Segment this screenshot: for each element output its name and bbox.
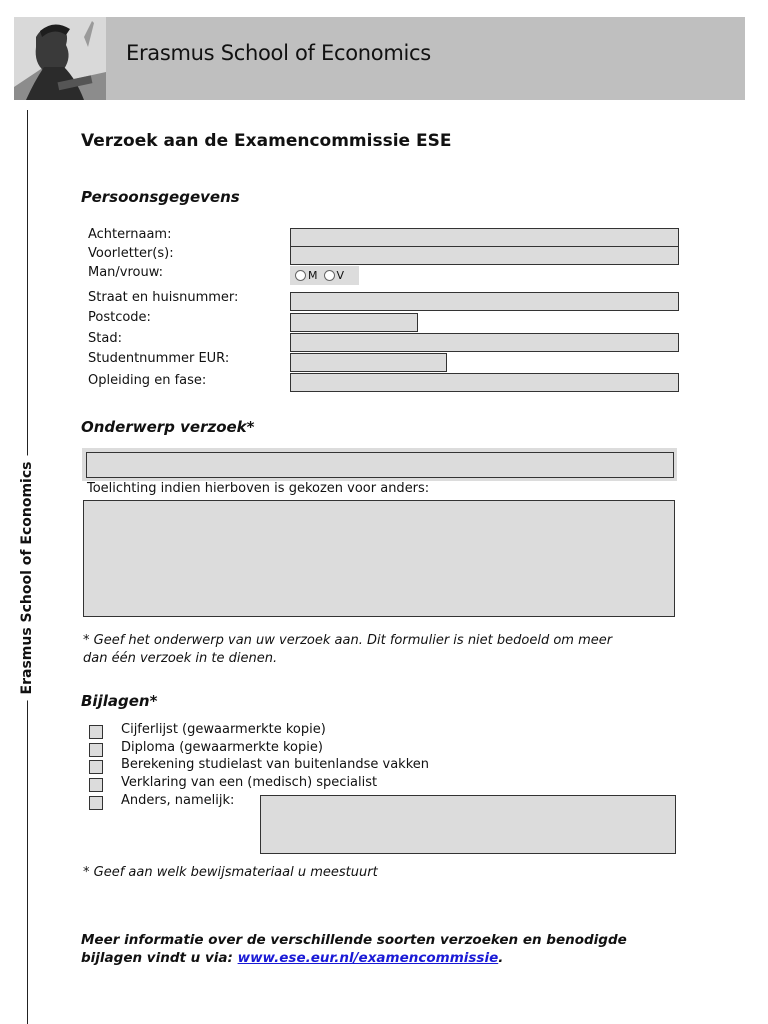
radio-female-label: V: [336, 269, 345, 282]
subject-select[interactable]: [86, 452, 674, 478]
footer-line2: [81, 949, 627, 967]
header-title: Erasmus School of Economics: [126, 41, 431, 65]
straat-label: Straat en huisnummer:: [88, 290, 239, 305]
postcode-label: Postcode:: [88, 310, 151, 325]
postcode-field[interactable]: [290, 313, 418, 332]
gender-radio-group: [290, 266, 359, 285]
opleiding-label: Opleiding en fase:: [88, 373, 207, 388]
explanation-label: Toelichting indien hierboven is gekozen voor anders:: [87, 481, 430, 496]
checkbox-berekening[interactable]: [89, 760, 103, 774]
achternaam-field[interactable]: [290, 228, 679, 247]
form-title: Verzoek aan de Examencommissie ESE: [81, 131, 452, 151]
studentnummer-label: Studentnummer EUR:: [88, 351, 230, 366]
section-heading-subject: Onderwerp verzoek*: [81, 418, 255, 436]
subject-note: [83, 632, 612, 668]
subject-note-line2: dan één verzoek in te dienen.: [83, 651, 278, 666]
side-vertical-title: Erasmus School of Economics: [19, 456, 35, 701]
studentnummer-field[interactable]: [290, 353, 447, 372]
section-heading-personal: Persoonsgegevens: [81, 188, 240, 206]
erasmus-statue-logo: [14, 17, 106, 100]
achternaam-label: Achternaam:: [88, 227, 172, 242]
footer-info: [81, 931, 627, 967]
voorletters-field[interactable]: [290, 246, 679, 265]
stad-label: Stad:: [88, 331, 122, 346]
examencommissie-link[interactable]: www.ese.eur.nl/examencommissie: [237, 950, 499, 966]
straat-field[interactable]: [290, 292, 679, 311]
radio-male[interactable]: [295, 270, 306, 281]
side-rule-top: [27, 110, 28, 470]
opleiding-field[interactable]: [290, 373, 679, 392]
checkbox-label-berekening: Berekening studielast van buitenlandse vakken: [121, 757, 429, 772]
footer-line1: Meer informatie over de verschillende soorten verzoeken en benodigde: [81, 932, 627, 948]
stad-field[interactable]: [290, 333, 679, 352]
footer-line2-prefix: bijlagen vindt u via:: [81, 950, 238, 966]
radio-female[interactable]: [324, 270, 335, 281]
radio-male-label: M: [308, 269, 318, 282]
explanation-textarea[interactable]: [83, 500, 675, 617]
anders-textarea[interactable]: [260, 795, 676, 854]
voorletters-label: Voorletter(s):: [88, 246, 174, 261]
checkbox-diploma[interactable]: [89, 743, 103, 757]
checkbox-anders[interactable]: [89, 796, 103, 810]
checkbox-label-cijferlijst: Cijferlijst (gewaarmerkte kopie): [121, 722, 326, 737]
checkbox-cijferlijst[interactable]: [89, 725, 103, 739]
attachments-note: * Geef aan welk bewijsmateriaal u meestuurt: [83, 865, 378, 880]
gender-label: Man/vrouw:: [88, 265, 164, 280]
checkbox-label-diploma: Diploma (gewaarmerkte kopie): [121, 740, 323, 755]
checkbox-label-anders: Anders, namelijk:: [121, 793, 235, 808]
footer-line2-suffix: .: [498, 950, 504, 966]
side-rule-bottom: [27, 688, 28, 1024]
subject-note-line1: * Geef het onderwerp van uw verzoek aan. Dit formulier is niet bedoeld om meer: [83, 633, 613, 648]
checkbox-label-verklaring: Verklaring van een (medisch) specialist: [121, 775, 378, 790]
section-heading-attachments: Bijlagen*: [81, 692, 158, 710]
checkbox-verklaring[interactable]: [89, 778, 103, 792]
header-banner: [14, 17, 745, 100]
